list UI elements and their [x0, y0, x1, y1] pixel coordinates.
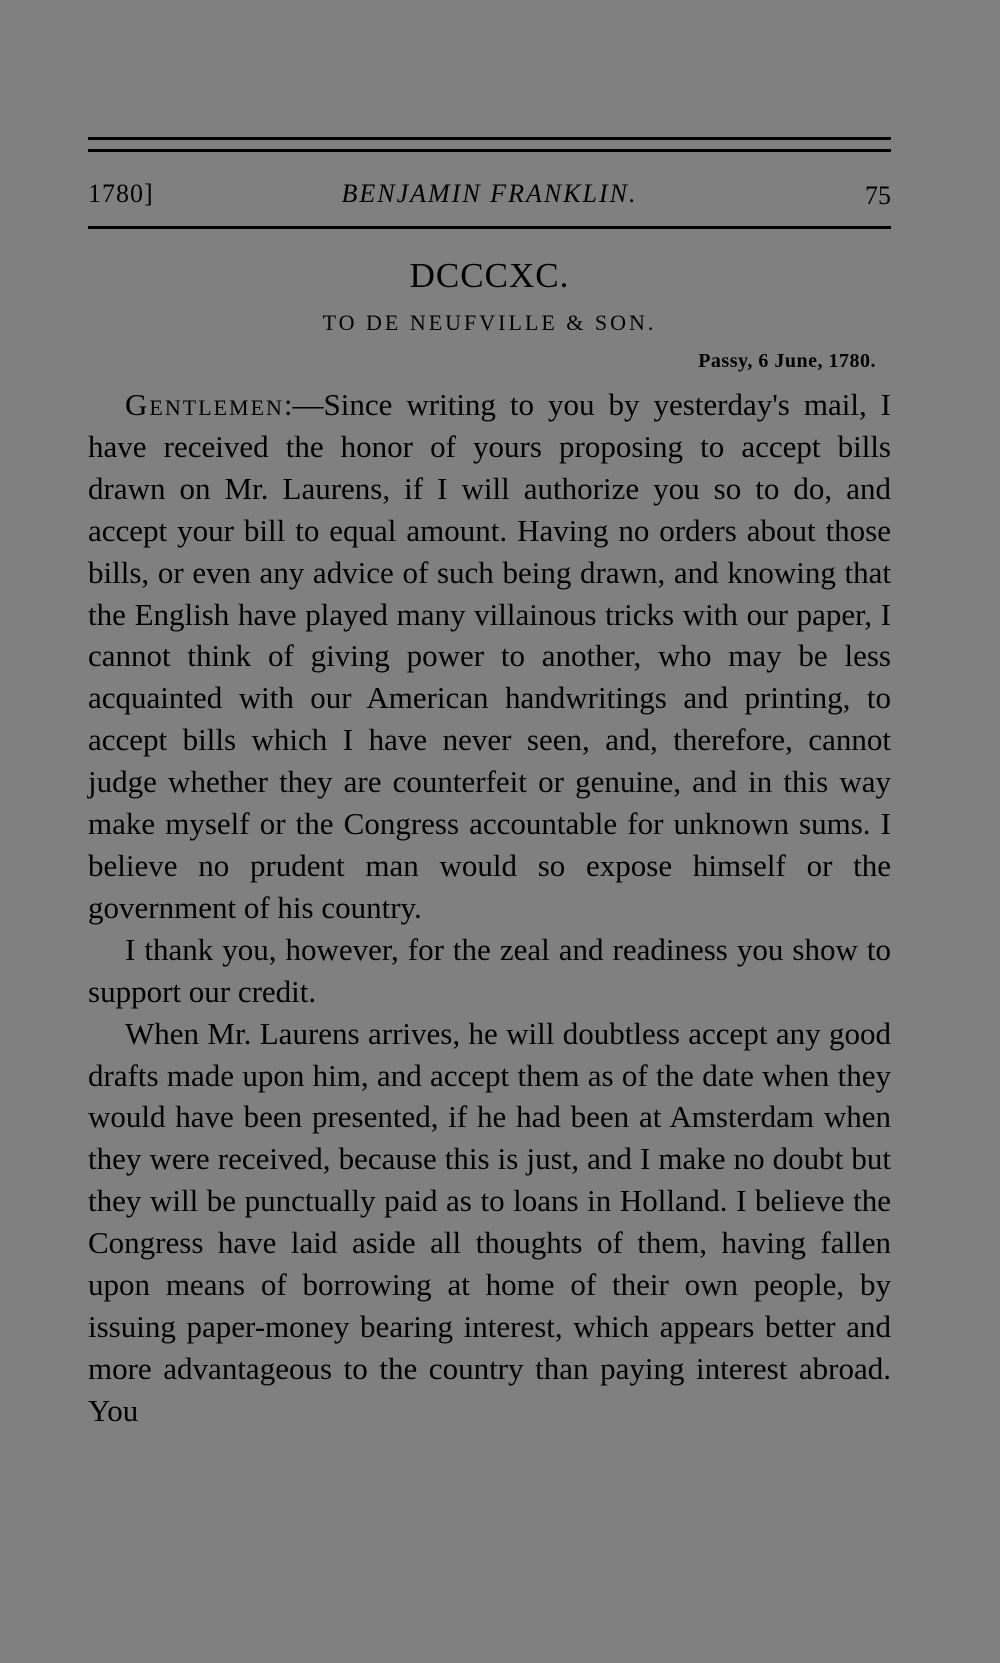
paragraph-2: I thank you, however, for the zeal and readiness you show to support our credit.: [88, 931, 891, 1009]
header-rule: [88, 226, 891, 229]
top-rule: [88, 137, 891, 140]
page-number: 75: [865, 181, 891, 210]
letter-dateline: Passy, 6 June, 1780.: [698, 350, 876, 372]
letter-number: DCCCXC.: [409, 256, 570, 295]
running-head-year: 1780]: [88, 179, 154, 208]
paragraph-1: [88, 384, 891, 929]
letter-body: [88, 384, 891, 1432]
paragraph-3: When Mr. Laurens arrives, he will doubtless accept any good drafts made upon him, and accept them as of the date when they would have been presented, if he had been at Amsterdam when they were received, because this is just, and I make no doubt but they will be punctually paid as to loans in Holland. I believe the Congress have laid aside all thoughts of them, having fallen upon means of borrowing at home of their own people, by issuing paper-money bearing interest, which appears better and more advantageous to the country than paying interest abroad. You: [88, 1015, 891, 1428]
top-rule-secondary: [88, 149, 891, 152]
paragraph-1-text: :—Since writing to you by yesterday's mail, I have received the honor of yours proposing to accept bills drawn on Mr. Laurens, if I will authorize you so to do, and accept your bill to equal amount. Having no orders about those bills, or even any advice of such being drawn, and knowing that the English have played many villainous tricks with our paper, I cannot think of giving power to another, who may be less acquainted with our American handwritings and printing, to accept bills which I have never seen, and, therefore, cannot judge whether they are counterfeit or genuine, and in this way make myself or the Congress accountable for unknown sums. I believe no prudent man would so expose himself or the government of his country.: [88, 387, 891, 925]
running-head: [88, 174, 891, 214]
book-page: [88, 0, 891, 1663]
running-head-title: BENJAMIN FRANKLIN.: [341, 179, 638, 208]
salutation: Gentlemen: [125, 387, 284, 422]
letter-recipient: TO DE NEUFVILLE & SON.: [322, 310, 657, 335]
